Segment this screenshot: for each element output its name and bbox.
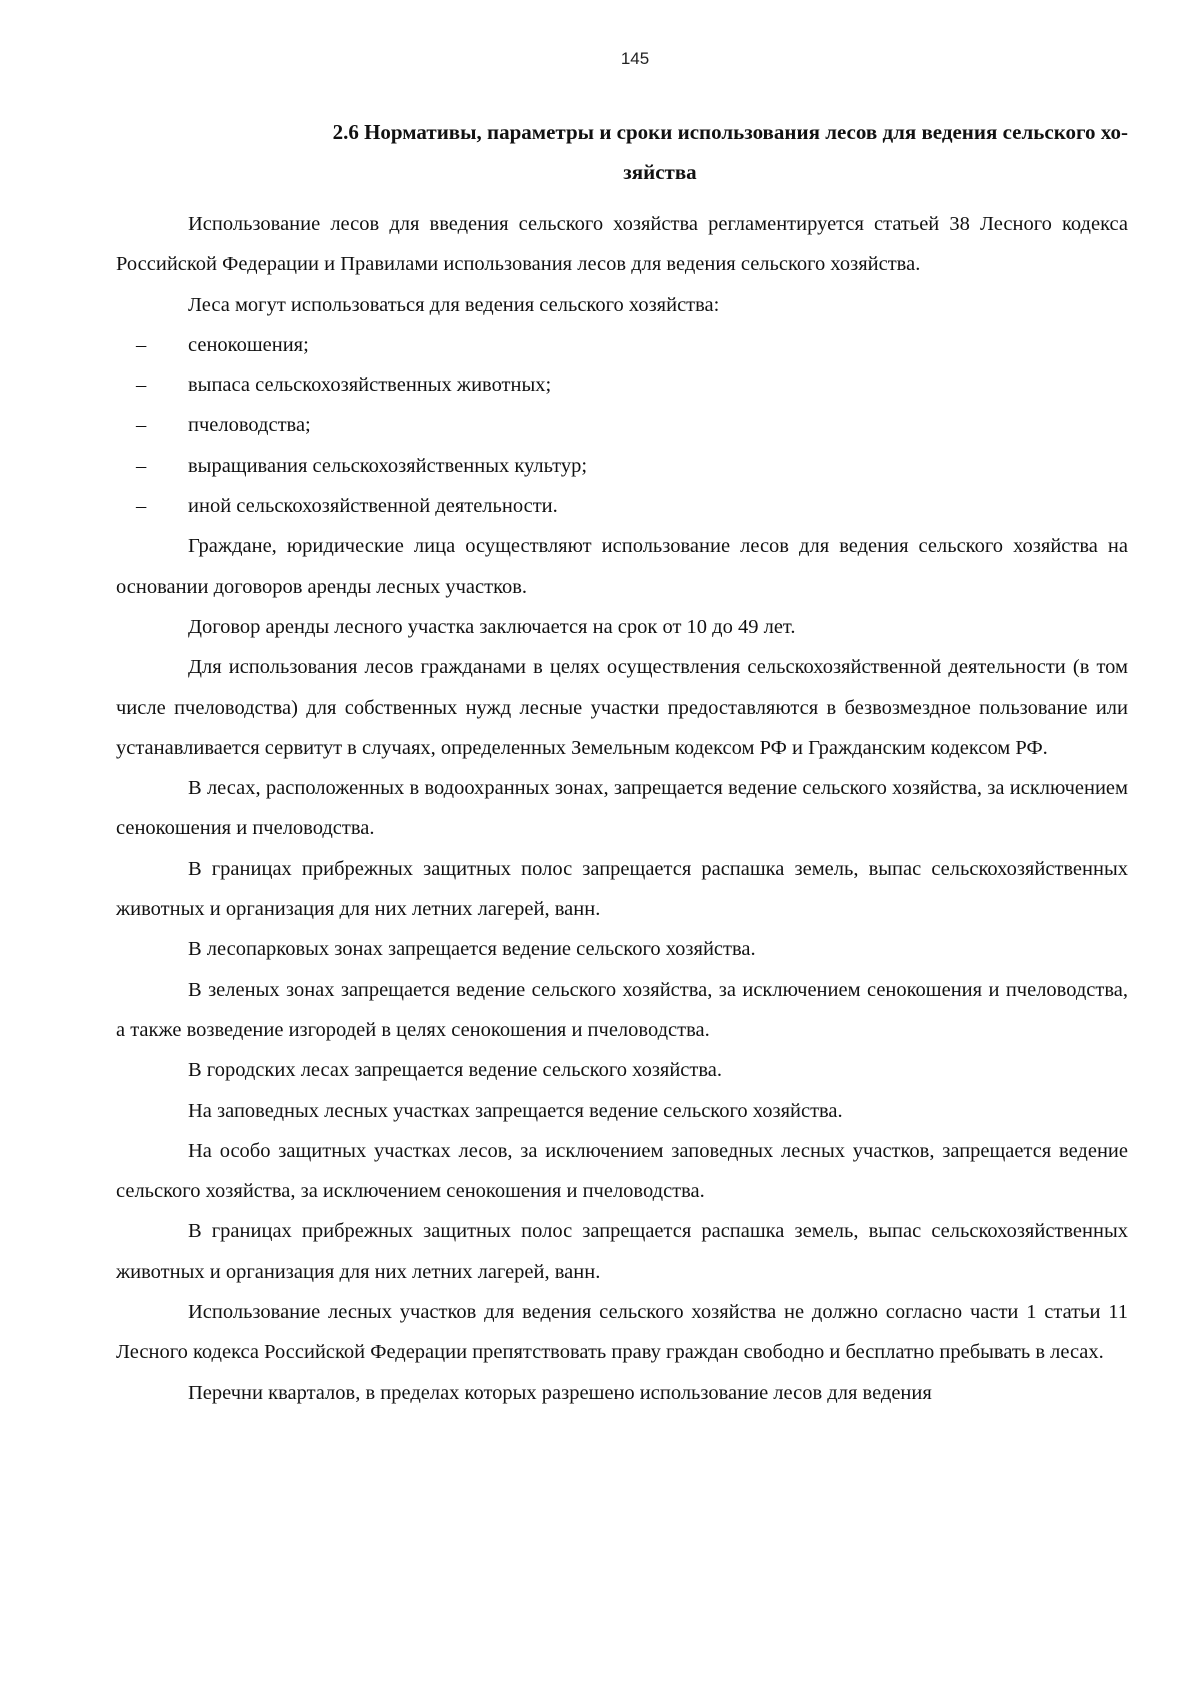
body-paragraph: В зеленых зонах запрещается ведение сельского хозяйства, за исключением сенокошения и пчеловодства, а также возведение изгородей в целях сенокошения и пчеловодства. [116, 978, 1128, 1041]
list-marker: – [136, 495, 147, 518]
list-item-text: выпаса сельскохозяйственных животных; [188, 374, 552, 397]
section-heading-line-1: 2.6 Нормативы, параметры и сроки использования лесов для ведения сельского хо- [332, 120, 1128, 144]
body-paragraph: Граждане, юридические лица осуществляют использование лесов для ведения сельского хозяйства на основании договоров аренды лесных участков. [116, 535, 1128, 598]
list-marker: – [136, 454, 147, 477]
section-heading-line-2: зяйства [623, 160, 697, 184]
document-body [116, 204, 1128, 1413]
list-item [116, 325, 1128, 365]
body-paragraph: На заповедных лесных участках запрещается ведение сельского хозяйства. [188, 1099, 843, 1122]
body-paragraph: В границах прибрежных защитных полос запрещается распашка земель, выпас сельскохозяйственных животных и организация для них летних лагерей, ванн. [116, 857, 1128, 921]
usage-list [116, 325, 1128, 526]
list-item-text: пчеловодства; [188, 414, 311, 437]
intro-paragraph: Использование лесов для введения сельского хозяйства регламентируется статьей 38 Лесного кодекса Российской Федерации и Правилами использования лесов для ведения сельского хозяйства. [116, 213, 1128, 276]
body-paragraph: В городских лесах запрещается ведение сельского хозяйства. [188, 1059, 723, 1082]
list-item-text: выращивания сельскохозяйственных культур; [188, 454, 588, 477]
body-paragraph: Перечни кварталов, в пределах которых разрешено использование лесов для ведения [188, 1381, 932, 1404]
list-item [116, 365, 1128, 405]
body-paragraph: Договор аренды лесного участка заключается на срок от 10 до 49 лет. [188, 615, 796, 638]
page-number: 145 [620, 49, 650, 68]
list-item [116, 405, 1128, 445]
body-paragraph: В лесопарковых зонах запрещается ведение сельского хозяйства. [188, 938, 756, 961]
list-marker: – [136, 374, 147, 397]
body-paragraph: В границах прибрежных защитных полос запрещается распашка земель, выпас сельскохозяйственных животных и организация для них летних лагерей, ванн. [116, 1220, 1128, 1283]
section-heading [116, 112, 1128, 192]
list-item-text: иной сельскохозяйственной деятельности. [188, 495, 558, 518]
body-paragraph: Использование лесных участков для ведения сельского хозяйства не должно согласно части 1 статьи 11 Лесного кодекса Российской Федерации препятствовать праву граждан свободно и бесплатно пребывать в лесах. [116, 1301, 1128, 1364]
body-paragraph: Для использования лесов гражданами в целях осуществления сельскохозяйственной деятельности (в том числе пчеловодства) для собственных нужд лесные участки предоставляются в безвозмездное пользование или устанавливается сервитут в случаях, определенных Земельным кодексом РФ и Гражданским кодексом РФ. [116, 656, 1128, 759]
body-paragraph: В лесах, расположенных в водоохранных зонах, запрещается ведение сельского хозяйства, за исключением сенокошения и пчеловодства. [116, 777, 1128, 840]
list-marker: – [136, 414, 147, 437]
list-item-text: сенокошения; [188, 333, 309, 356]
list-marker: – [136, 333, 147, 356]
body-paragraph: На особо защитных участках лесов, за исключением заповедных лесных участков, запрещается ведение сельского хозяйства, за исключением сенокошения и пчеловодства. [116, 1139, 1128, 1203]
list-intro-paragraph: Леса могут использоваться для ведения сельского хозяйства: [188, 293, 720, 316]
list-item [116, 446, 1128, 486]
list-item [116, 486, 1128, 526]
